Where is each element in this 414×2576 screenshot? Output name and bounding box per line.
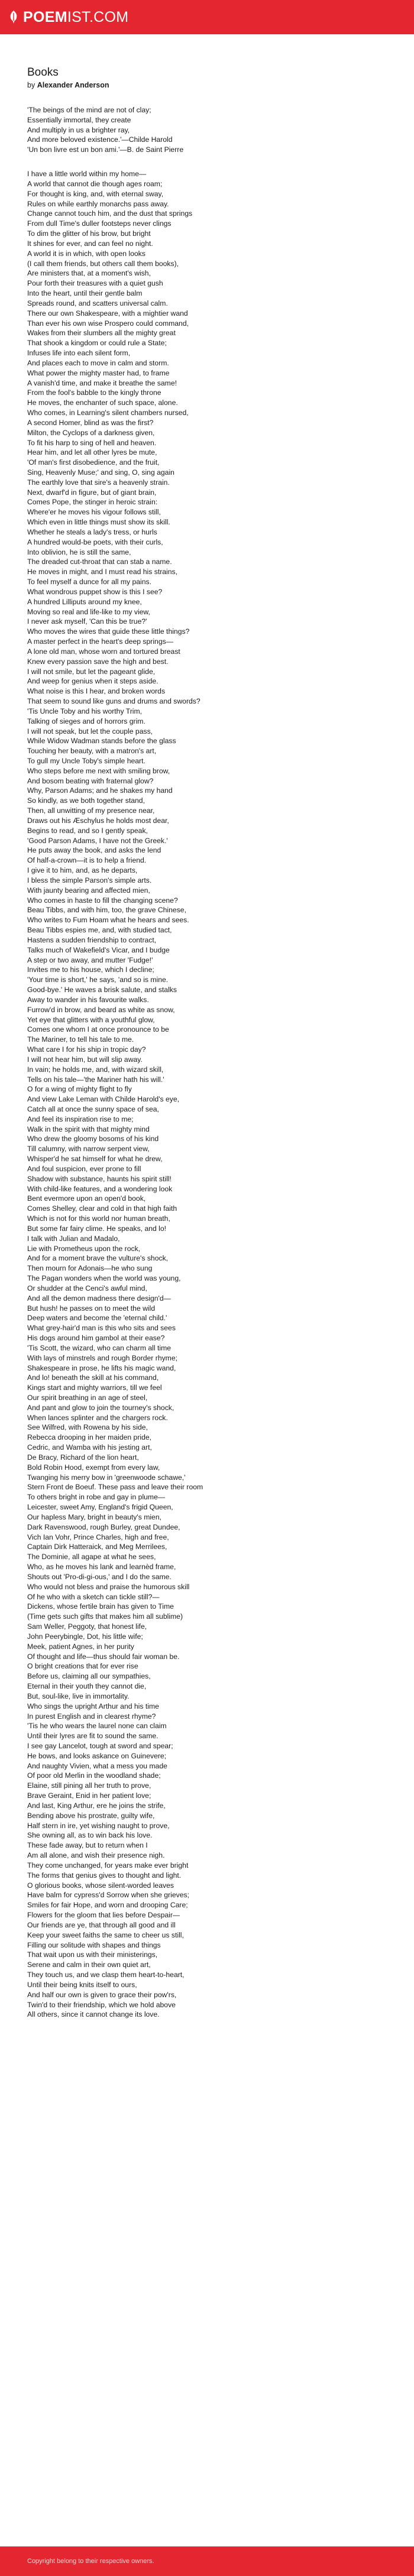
poem-line: She owning all, as to win back his love. — [27, 1831, 153, 1840]
poem-byline — [27, 80, 388, 90]
poem-line: There our own Shakespeare, with a mightier wand — [27, 309, 188, 317]
poem-line: Shouts out 'Pro-di-gi-ous,' and I do the same. — [27, 1572, 172, 1581]
poem-line: Furrow'd in brow, and beard as white as snow, — [27, 1005, 175, 1014]
poem-line: I will not hear him, but will slip away. — [27, 1055, 143, 1064]
poem-line: 'Of man's first disobedience, and the fruit, — [27, 458, 160, 467]
poem-line: What wondrous puppet show is this I see? — [27, 587, 163, 596]
poem-line: A lone old man, whose worn and tortured breast — [27, 647, 180, 656]
poem-line: And naughty Vivien, what a mess you made — [27, 1761, 167, 1770]
poem-line: That shook a kingdom or could rule a State; — [27, 339, 167, 348]
poem-line: Which even in little things must show its skill. — [27, 518, 170, 527]
poem-line: It shines for ever, and can feel no night. — [27, 239, 153, 248]
poem-line: 'Tis Uncle Toby and his worthy Trim, — [27, 707, 143, 715]
poem-content — [27, 66, 388, 2020]
poem-line: Filling our solitude with shapes and things — [27, 1940, 161, 1949]
poem-line: For thought is king, and, with eternal sway, — [27, 189, 164, 198]
poem-line: Have balm for cypress'd Sorrow when she grieves; — [27, 1891, 189, 1900]
poem-line: Comes Pope, the stinger in heroic strain: — [27, 498, 158, 507]
poem-line: Captain Dirk Hatteraick, and Meg Merrilees, — [27, 1543, 167, 1551]
poem-line: These fade away, but to return when I — [27, 1841, 148, 1850]
poem-line: Catch all at once the sunny space of sea, — [27, 1104, 159, 1113]
poem-line: With lays of minstrels and rough Border rhyme; — [27, 1353, 178, 1362]
poem-line: I see gay Lancelot, tough at sword and spear; — [27, 1741, 173, 1750]
copyright-notice: Copyright belong to their respective owners. — [27, 2558, 154, 2565]
poem-line: Deep waters and become the 'eternal child.' — [27, 1314, 167, 1323]
poem-line: Our hapless Mary, bright in beauty's mien, — [27, 1512, 161, 1521]
poem-line: And for a moment brave the vulture's shock, — [27, 1254, 169, 1263]
poem-line: To dim the glitter of his brow, but bright — [27, 229, 151, 238]
epigraph-line: Essentially immortal, they create — [27, 115, 131, 124]
poem-line: A world that cannot die though ages roam; — [27, 179, 163, 188]
poem-line: Where'er he moves his vigour follows still, — [27, 508, 161, 517]
poem-line: Dark Ravenswood, rough Burley, great Dundee, — [27, 1522, 180, 1531]
poem-line: Comes one whom I at once pronounce to be — [27, 1025, 169, 1034]
poem-line: Meek, patient Agnes, in her purity — [27, 1642, 134, 1651]
site-brand: POEM — [23, 8, 67, 25]
poem-line: Good-bye.' He waves a brisk salute, and stalks — [27, 986, 177, 994]
poem-line: While Widow Wadman stands before the glass — [27, 737, 176, 746]
poem-line: I talk with Julian and Madalo, — [27, 1234, 120, 1243]
poem-line: The Pagan wonders when the world was young, — [27, 1274, 181, 1283]
poem-line: He moves, the enchanter of such space, alone. — [27, 398, 178, 407]
poem-line: See Wilfred, with Rowena by his side, — [27, 1423, 148, 1432]
poem-line: A hundred would-be poets, with their curls, — [27, 537, 163, 546]
poem-line: Shadow with substance, haunts his spirit still! — [27, 1174, 172, 1183]
poem-line: Smiles for fair Hope, and worn and drooping Care; — [27, 1901, 188, 1910]
poem-line: Who writes to Fum Hoam what he hears and sees. — [27, 916, 189, 925]
poem-line: Before us, claiming all our sympathies, — [27, 1672, 151, 1681]
poem-line: And half our own is given to grace their pow'rs, — [27, 1990, 177, 1999]
poem-title: Books — [27, 66, 59, 79]
poem-line: (I call them friends, but others call them books), — [27, 259, 179, 268]
poem-line: Of thought and life—thus should fair woman be. — [27, 1652, 180, 1661]
poem-line: When lances splinter and the chargers rock. — [27, 1413, 168, 1422]
poem-line: The Dominie, all agape at what he sees, — [27, 1553, 156, 1561]
poem-line: I bless the simple Parson's simple arts. — [27, 876, 152, 884]
poem-line: Eternal in their youth they cannot die, — [27, 1682, 147, 1691]
poem-line: Knew every passion save the high and best. — [27, 657, 169, 666]
epigraph-line: 'Un bon livre est un bon ami.'—B. de Saint Pierre — [27, 145, 184, 154]
poem-line: Whether he steals a lady's tress, or hurls — [27, 527, 157, 536]
poem-line: Bent evermore upon an open'd book, — [27, 1194, 146, 1203]
poem-line: Then mourn for Adonais—he who sung — [27, 1264, 153, 1273]
poem-line: Leicester, sweet Amy, England's frigid Queen, — [27, 1503, 173, 1512]
poem-line: Who sings the upright Arthur and his time — [27, 1702, 159, 1710]
poem-line: From dull Time's duller footsteps never clings — [27, 219, 172, 228]
poem-line: The earthly love that sire's a heavenly strain. — [27, 478, 170, 487]
poem-line: Milton, the Cyclops of a darkness given, — [27, 428, 155, 437]
poem-line: I will not speak, but let the couple pass, — [27, 727, 153, 735]
poem-line: Till calumny, with narrow serpent view, — [27, 1145, 150, 1153]
epigraph-line: And multiply in us a brighter ray, — [27, 125, 130, 134]
poem-line: Into the heart, until their gentle balm — [27, 289, 143, 298]
poem-line: Tells on his tale—'the Mariner hath his will.' — [27, 1075, 164, 1084]
poem-line: Our friends are ye, that through all good and ill — [27, 1920, 176, 1929]
site-logo-text — [23, 9, 128, 26]
poem-line: Wakes from their slumbers all the mighty great — [27, 329, 176, 338]
poem-line: His dogs around him gambol at their ease? — [27, 1334, 165, 1343]
byline-prefix: by — [27, 81, 35, 89]
poem-line: Invites me to his house, which I decline; — [27, 965, 154, 974]
poem-line: But hush! he passes on to meet the wild — [27, 1304, 156, 1313]
poem-line: Until their lyres are fit to sound the same. — [27, 1732, 159, 1741]
poem-line: Are ministers that, at a moment's wish, — [27, 269, 151, 278]
poem-line: He bows, and looks askance on Guinevere; — [27, 1751, 167, 1760]
poem-line: Half stern in ire, yet wishing naught to prove, — [27, 1821, 170, 1830]
poem-line: Twanging his merry bow in 'greenwoode schawe,' — [27, 1473, 186, 1482]
poem-line: I give it to him, and, as he departs, — [27, 866, 138, 875]
poem-line: Beau Tibbs, and with him, too, the grave Chinese, — [27, 906, 186, 915]
poem-line: What care I for his ship in tropic day? — [27, 1045, 146, 1054]
poem-line: Comes Shelley, clear and cold in that high faith — [27, 1204, 177, 1213]
epigraph-line: And more beloved existence.'—Childe Harold — [27, 135, 173, 144]
poem-line: And places each to move in calm and storm. — [27, 358, 169, 367]
poem-line: Touching her beauty, with a matron's art, — [27, 747, 157, 756]
poem-line: What power the mighty master had, to frame — [27, 368, 170, 377]
poem-line: A vanish'd time, and make it breathe the same! — [27, 378, 177, 387]
poem-line: Why, Parson Adams; and he shakes my hand — [27, 786, 173, 795]
poem-line: Stern Front de Boeuf. These pass and leave their room — [27, 1483, 203, 1492]
poem-line: A step or two away, and mutter 'Fudge!' — [27, 955, 153, 964]
poem-line: And lo! beneath the skill at his command, — [27, 1373, 159, 1382]
poem-epigraph — [27, 105, 388, 155]
poem-line: Who drew the gloomy bosoms of his kind — [27, 1135, 159, 1143]
site-footer — [0, 2546, 414, 2576]
poem-line: Keep your sweet faiths the same to cheer us still, — [27, 1930, 184, 1939]
poem-line: And pant and glow to join the tourney's shock, — [27, 1403, 174, 1412]
poem-line: Rebecca drooping in her maiden pride, — [27, 1433, 152, 1442]
poem-line: Vich Ian Vohr, Prince Charles, high and free, — [27, 1532, 169, 1541]
poem-line: What noise is this I hear, and broken words — [27, 687, 166, 696]
poem-line: With child-like features, and a wondering look — [27, 1184, 173, 1193]
poem-line: That wait upon us with their ministerings, — [27, 1950, 158, 1959]
poem-line: What grey-hair'd man is this who sits and sees — [27, 1324, 176, 1333]
poem-line: Beau Tibbs espies me, and, with studied tact, — [27, 926, 172, 935]
poem-line: The dreaded cut-throat that can stab a name. — [27, 558, 172, 566]
poem-line: And bosom beating with fraternal glow? — [27, 776, 154, 785]
poem-line: They come unchanged, for years make ever bright — [27, 1861, 189, 1869]
poem-line: Elaine, still pining all her truth to prove, — [27, 1781, 151, 1790]
quill-icon — [8, 10, 19, 24]
poem-line: Flowers for the gloom that lies before Despair— — [27, 1911, 180, 1920]
poem-line: Begins to read, and so I gently speak, — [27, 826, 148, 835]
poem-line: Am all alone, and wish their presence nigh. — [27, 1851, 165, 1860]
author-link[interactable]: Alexander Anderson — [37, 81, 109, 89]
poem-line: Cedric, and Wamba with his jesting art, — [27, 1443, 152, 1452]
poem-line: With jaunty bearing and affected mien, — [27, 886, 150, 895]
poem-line: Who moves the wires that guide these little things? — [27, 627, 190, 636]
poem-line: He moves in might, and I must read his strains, — [27, 568, 178, 576]
poem-line: O glorious books, whose silent-worded leaves — [27, 1881, 174, 1890]
poem-line: 'Tis he who wears the laurel none can claim — [27, 1722, 167, 1731]
poem-line: Bending above his prostrate, guilty wife, — [27, 1811, 155, 1820]
poem-line: Who comes in haste to fill the changing scene? — [27, 896, 178, 905]
poem-line: But, soul-like, live in immortality. — [27, 1692, 130, 1700]
poem-line: Sam Weller, Peggoty, that honest life, — [27, 1622, 147, 1631]
poem-line: Serene and calm in their own quiet art, — [27, 1961, 151, 1969]
poem-line: In purest English and in clearest rhyme? — [27, 1712, 156, 1720]
poem-line: So kindly, as we both together stand, — [27, 796, 145, 805]
poem-line: To others bright in robe and gay in plume— — [27, 1493, 166, 1502]
poem-line: In vain; he holds me, and, with wizard skill, — [27, 1065, 164, 1074]
site-domain: IST.COM — [67, 8, 129, 25]
poem-line: Moving so real and life-like to my view, — [27, 607, 150, 616]
poem-line: Than ever his own wise Prospero could command, — [27, 319, 189, 328]
poem-line: Who would not bless and praise the humorous skill — [27, 1582, 190, 1591]
poem-line: Hear him, and let all other lyres be mute, — [27, 448, 157, 457]
poem-line: Who steps before me next with smiling brow, — [27, 766, 170, 775]
poem-line: A master perfect in the heart's deep springs— — [27, 637, 173, 646]
poem-line: Until their being knits itself to ours, — [27, 1980, 137, 1989]
poem-line: To gull my Uncle Toby's simple heart. — [27, 757, 145, 765]
poem-line: And view Lake Leman with Childe Harold's eye, — [27, 1095, 180, 1104]
poem-line: And last, King Arthur, ere he joins the strife, — [27, 1801, 166, 1810]
poem-line: Away to wander in his favourite walks. — [27, 995, 149, 1004]
poem-line: Who, as he moves his lank and learnèd frame, — [27, 1563, 176, 1571]
poem-line: Whisper'd he sat himself for what he drew, — [27, 1155, 163, 1164]
poem-line: Our spirit breathing in an age of steel, — [27, 1394, 148, 1402]
poem-line: They touch us, and we clasp them heart-to-heart, — [27, 1971, 185, 1979]
poem-line: Or shudder at the Cenci's awful mind, — [27, 1284, 147, 1292]
poem-line: Walk in the spirit with that mighty mind — [27, 1125, 150, 1133]
poem-line: (Time gets such gifts that makes him all sublime) — [27, 1612, 183, 1621]
poem-line: A hundred Lilliputs around my knee, — [27, 597, 142, 606]
poem-line: Kings start and mighty warriors, till we feel — [27, 1383, 162, 1392]
poem-line: O bright creations that for ever rise — [27, 1662, 138, 1671]
poem-line: Yet eye that glitters with a youthful glow, — [27, 1015, 155, 1024]
poem-line: Infuses life into each silent form, — [27, 349, 131, 358]
poem-line: To feel myself a dunce for all my pains. — [27, 578, 151, 587]
poem-line: Shakespeare in prose, he lifts his magic wand, — [27, 1363, 176, 1372]
poem-line: 'Tis Scott, the wizard, who can charm all time — [27, 1343, 171, 1352]
poem-line: Bold Robin Hood, exempt from every law, — [27, 1463, 160, 1472]
poem-line: Of he who with a sketch can tickle still?— — [27, 1592, 160, 1601]
poem-line: Next, dwarf'd in figure, but of giant brain, — [27, 488, 157, 497]
poem-line: The Mariner, to tell his tale to me. — [27, 1035, 134, 1044]
poem-line: A world it is in which, with open looks — [27, 249, 145, 258]
poem-line: Twin'd to their friendship, which we hold above — [27, 2000, 176, 2009]
poem-line: He puts away the book, and asks the lend — [27, 846, 161, 855]
poem-line: From the fool's babble to the kingly throne — [27, 388, 161, 397]
poem-line: Talking of sieges and of horrors grim. — [27, 717, 145, 725]
poem-line: I never ask myself, 'Can this be true?' — [27, 617, 147, 626]
site-logo[interactable] — [8, 9, 128, 26]
poem-line: Talks much of Wakefield's Vicar, and I budge — [27, 945, 170, 954]
poem-line: 'Your time is short,' he says, 'and so is mine. — [27, 976, 169, 984]
poem-line: Who comes, in Learning's silent chambers nursed, — [27, 409, 189, 417]
poem-line: And all the demon madness there design'd— — [27, 1294, 171, 1302]
poem-line: That seem to sound like guns and drums and swords? — [27, 697, 200, 706]
poem-line: To fit his harp to sing of hell and heaven. — [27, 438, 157, 447]
poem-line: Change cannot touch him, and the dust that springs — [27, 209, 193, 218]
poem-line: Pour forth their treasures with a quiet gush — [27, 279, 163, 288]
poem-line: Of poor old Merlin in the woodland shade; — [27, 1771, 161, 1780]
poem-line: O for a wing of mighty flight to fly — [27, 1085, 132, 1094]
poem-line: Which is not for this world nor human breath, — [27, 1214, 170, 1223]
epigraph-line: 'The beings of the mind are not of clay; — [27, 106, 151, 114]
poem-line: 'Good Parson Adams, I have not the Greek.' — [27, 836, 168, 845]
poem-line: And foul suspicion, ever prone to fill — [27, 1164, 141, 1173]
poem-line: I have a little world within my home— — [27, 170, 147, 179]
poem-line: But some far fairy clime. He speaks, and lo! — [27, 1224, 167, 1233]
poem-line: A second Homer, blind as was the first? — [27, 418, 154, 427]
poem-line: And feel its inspiration rise to me; — [27, 1114, 134, 1123]
site-header — [0, 0, 414, 34]
poem-line: And weep for genius when it steps aside. — [27, 677, 159, 686]
poem-line: John Peerybingle, Dot, his little wife; — [27, 1632, 143, 1641]
poem-line: Brave Geraint, Enid in her patient love; — [27, 1791, 151, 1800]
poem-line: Into oblivion, he is still the same, — [27, 547, 131, 556]
poem-line: Lie with Prometheus upon the rock, — [27, 1244, 141, 1253]
poem-line: Rules on while earthly monarchs pass away. — [27, 199, 169, 208]
poem-line: Hastens a sudden friendship to contract, — [27, 935, 157, 944]
poem-body — [27, 169, 388, 2020]
poem-line: Draws out his Æschylus he holds most dear, — [27, 816, 169, 825]
poem-line: All others, since it cannot change its love. — [27, 2010, 160, 2019]
poem-line: De Bracy, Richard of the lion heart, — [27, 1453, 139, 1462]
poem-line: Of half-a-crown—it is to help a friend. — [27, 856, 147, 865]
poem-line: Dickens, whose fertile brain has given to Time — [27, 1602, 174, 1611]
poem-line: Then, all unwitting of my presence near, — [27, 806, 155, 815]
poem-line: Spreads round, and scatters universal calm. — [27, 299, 168, 307]
poem-line: Sing, Heavenly Muse;' and sing, O, sing again — [27, 468, 174, 477]
poem-line: The forms that genius gives to thought and light. — [27, 1871, 182, 1880]
poem-line: I will not smile, but let the pageant glide, — [27, 667, 156, 676]
